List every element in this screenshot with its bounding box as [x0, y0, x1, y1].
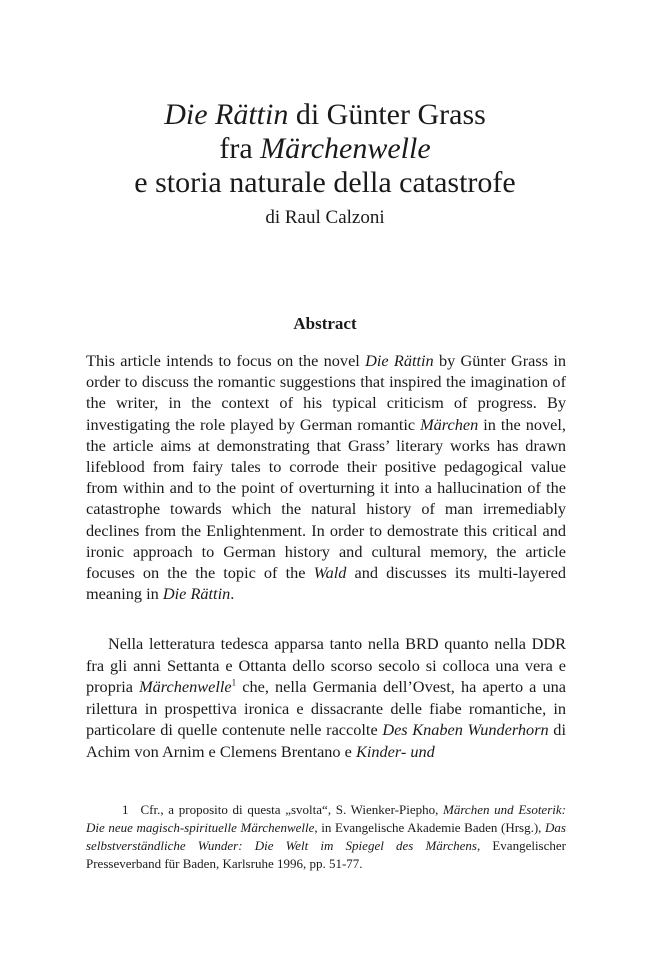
title-line-1-rest: di Günter Grass: [288, 98, 486, 131]
title-italic-marchenwelle: Märchenwelle: [260, 132, 431, 165]
body-paragraph: [86, 633, 566, 762]
abstract-heading: Abstract: [293, 314, 357, 333]
title-italic-die-rattin: Die Rättin: [164, 98, 289, 131]
abstract-text-1: This article intends to focus on the novel: [86, 351, 366, 370]
abstract-text-5: .: [230, 584, 235, 604]
footnote: [86, 801, 566, 873]
author-line: di Raul Calzoni: [265, 207, 385, 228]
abstract-italic-3: Wald: [313, 563, 347, 583]
abstract-text-3: in the novel, the article aims at demonstrating that Grass’ literary works has drawn lifeblood from fairy tales to corrode their positive pedagogical value from within and to the point of overturning it into a hallucination of the catastrophe towards which the natural history of man irremediably declines from the Enlightenment. In order to demostrate this critical and ironic approach to German history and cultural memory, the article focuses on the the topic of the: [86, 414, 566, 583]
footnote-text-3: , Evangelischer Presseverband für Baden, Karlsruhe 1996, pp. 51-77.: [86, 838, 566, 871]
body-italic-3: Kinder- und: [355, 741, 435, 761]
body-italic-1: Märchenwelle: [139, 677, 232, 696]
footnote-italic-1: Märchen und Esoterik: Die neue magisch-spirituelle Märchenwelle: [86, 802, 566, 835]
body-italic-2: Des Knaben Wunderhorn: [382, 720, 549, 739]
abstract-text-2: by Günter Grass in order to discuss the romantic suggestions that inspired the imagination of the writer, in the context of his typical criticism of progress. By investigating the role played by German romantic: [86, 351, 567, 434]
abstract-italic-4: Die Rättin: [162, 584, 231, 604]
footnote-italic-2: Das selbstverständliche Wunder: Die Welt im Spiegel des Märchens: [86, 820, 566, 853]
abstract-italic-2: Märchen: [420, 414, 479, 434]
footnote-text-1: Cfr., a proposito di questa „svolta“, S. Wienker-Piepho,: [140, 802, 444, 817]
body-text-3: di Achim von Arnim e Clemens Brentano e: [86, 720, 566, 761]
body-text-2: che, nella Germania dell’Ovest, ha aperto a una rilettura in prospettiva ironica e dissacrante delle fiabe romantiche, in particolare di quelle contenute nelle raccolte: [86, 677, 566, 739]
footnote-text-2: , in Evangelische Akademie Baden (Hrsg.),: [314, 820, 546, 835]
title-line-3: e storia naturale della catastrofe: [134, 166, 516, 199]
abstract-text-4: and discusses its multi-layered meaning in: [86, 563, 567, 604]
footnote-ref[interactable]: 1: [231, 677, 237, 688]
abstract-italic-1: Die Rättin: [365, 351, 434, 370]
title-line-1: [0, 98, 650, 132]
body-text-1: Nella letteratura tedesca apparsa tanto nella BRD quanto nella DDR fra gli anni Settanta e Ottanta dello scorso secolo si colloca una vera e propria: [86, 634, 566, 696]
footnote-number: 1: [122, 802, 129, 817]
title-line-2: [0, 132, 650, 166]
title-line-2-prefix: fra: [219, 132, 261, 165]
abstract-paragraph: [86, 350, 566, 604]
title-block: [0, 98, 650, 230]
